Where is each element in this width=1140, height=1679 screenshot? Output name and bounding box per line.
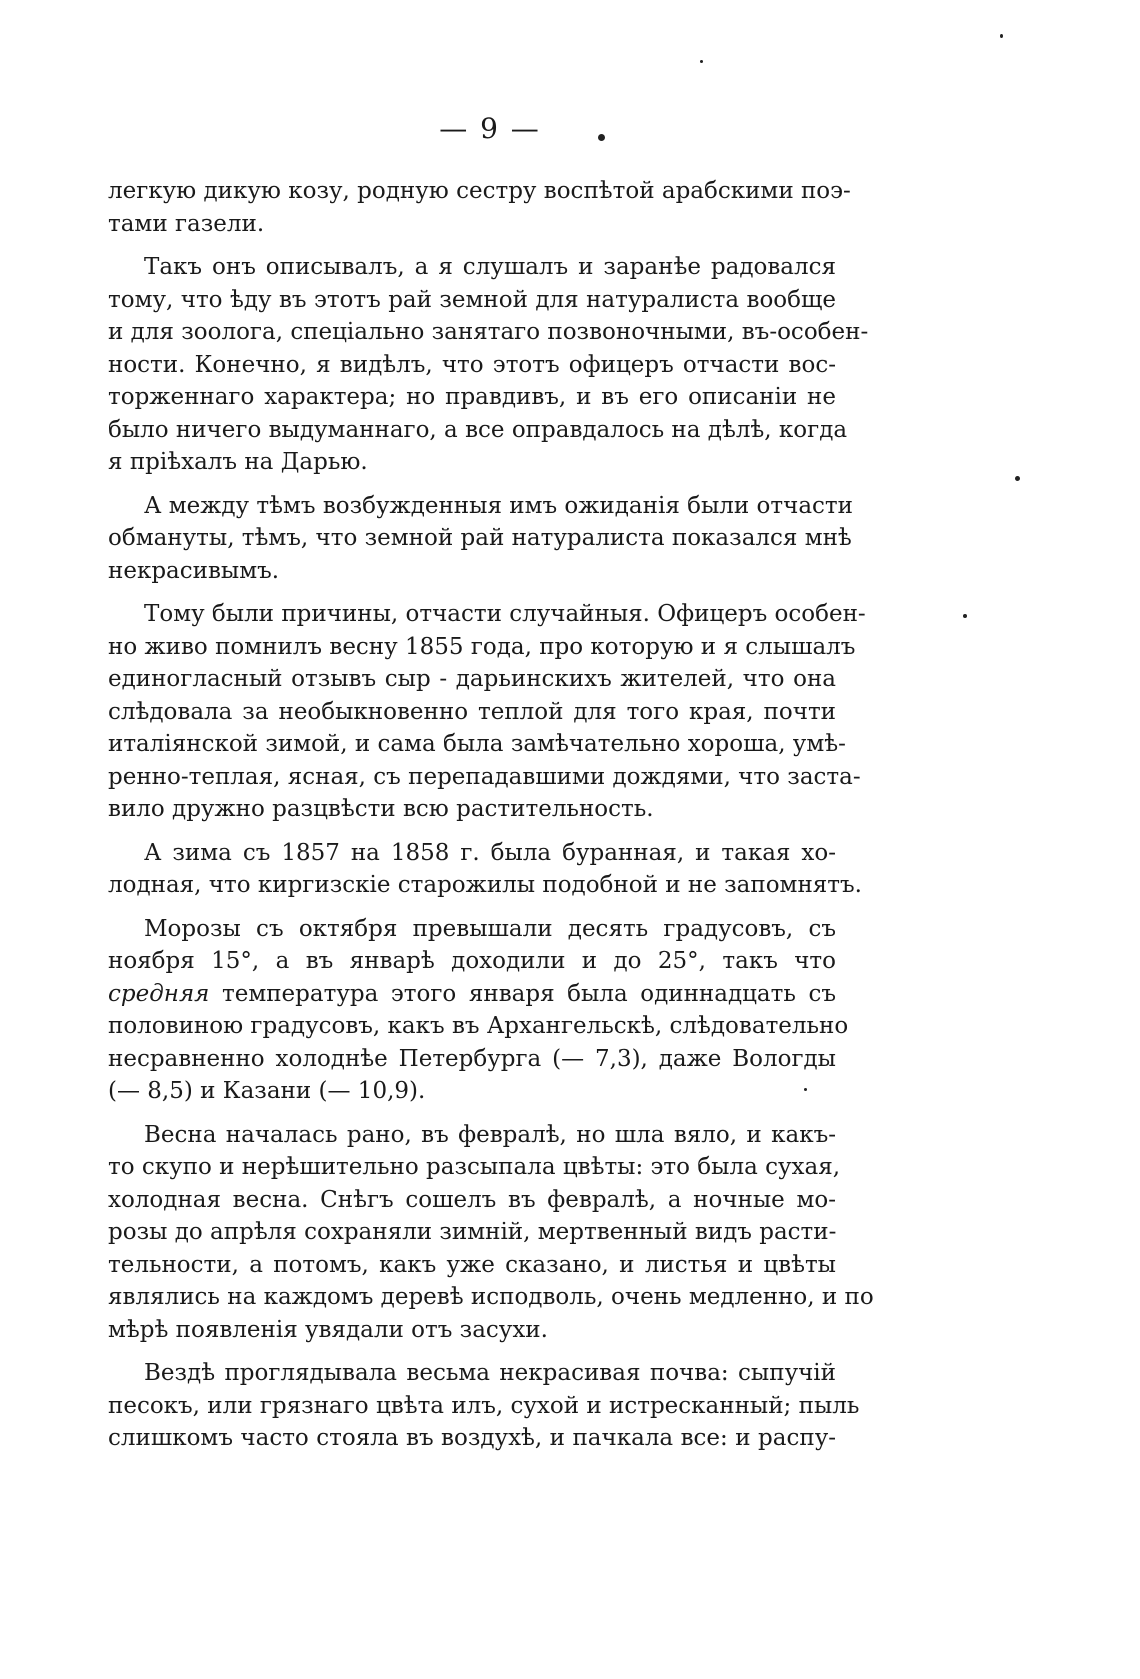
paragraph xyxy=(108,837,862,902)
paragraph xyxy=(108,490,853,588)
text-line: тому, что ѣду въ этотъ рай земной для натуралиста вообще xyxy=(108,286,836,313)
text-line: единогласный отзывъ сыр - дарьинскихъ жителей, что она xyxy=(108,666,836,692)
text-line: розы до апрѣля сохраняли зимній, мертвенный видъ расти- xyxy=(108,1219,837,1245)
scan-speck xyxy=(1000,34,1003,38)
text-line: Вездѣ проглядывала весьма некрасивая почва: сыпучій xyxy=(144,1360,836,1386)
text-line: половиною градусовъ, какъ въ Архангельскѣ, слѣдовательно xyxy=(108,1013,849,1039)
text-line: песокъ, или грязнаго цвѣта илъ, сухой и истресканный; пыль xyxy=(108,1392,860,1419)
scan-speck xyxy=(963,614,967,618)
paragraph xyxy=(108,1357,860,1455)
paragraph xyxy=(108,251,869,479)
text-line: я пріѣхалъ на Дарью. xyxy=(108,449,368,475)
scan-speck xyxy=(700,60,703,63)
text-line: легкую дикую козу, родную сестру воспѣтой арабскими поэ- xyxy=(108,178,851,204)
page-number: — 9 — xyxy=(439,112,541,145)
paragraph xyxy=(108,175,851,240)
text-line: Весна началась рано, въ февралѣ, но шла вяло, и какъ- xyxy=(144,1121,836,1148)
text-line: А между тѣмъ возбужденныя имъ ожиданія были отчасти xyxy=(144,492,853,519)
text-line: некрасивымъ. xyxy=(108,557,280,584)
paragraph xyxy=(108,598,866,826)
body-text xyxy=(108,175,874,1455)
text-line: Тому были причины, отчасти случайныя. Офицеръ особен- xyxy=(144,601,866,627)
emphasized-word: средняя xyxy=(108,980,210,1007)
text-line: слѣдовала за необыкновенно теплой для того края, почти xyxy=(108,698,836,725)
text-line: торженнаго характера; но правдивъ, и въ его описаніи не xyxy=(108,384,836,410)
text-line: (— 8,5) и Казани (— 10,9). xyxy=(108,1078,426,1104)
text-line: являлись на каждомъ деревѣ исподволь, очень медленно, и по xyxy=(108,1284,874,1310)
scan-speck xyxy=(804,1088,807,1091)
paragraph xyxy=(108,1119,874,1347)
text-line: ноября 15°, а въ январѣ доходили и до 25°, такъ что xyxy=(108,948,836,974)
text-line: Морозы съ октября превышали десять градусовъ, съ xyxy=(144,915,836,942)
text-line: но живо помнилъ весну 1855 года, про которую и я слышалъ xyxy=(108,633,856,660)
text-line: А зима съ 1857 на 1858 г. была буранная, и такая хо- xyxy=(144,839,836,866)
text-line: несравненно холоднѣе Петербурга (— 7,3), даже Вологды xyxy=(108,1045,836,1072)
text-line: лодная, что киргизскіе старожилы подобной и не запомнятъ. xyxy=(108,872,862,898)
scan-speck xyxy=(598,134,605,141)
text-line: слишкомъ часто стояла въ воздухѣ, и пачкала все: и распу- xyxy=(108,1425,836,1451)
text-line: вило дружно разцвѣсти всю растительность. xyxy=(108,796,654,822)
text-line: мѣрѣ появленія увядали отъ засухи. xyxy=(108,1316,548,1343)
text-line: то скупо и нерѣшительно разсыпала цвѣты: это была сухая, xyxy=(108,1154,841,1180)
text-line: было ничего выдуманнаго, а все оправдалось на дѣлѣ, когда xyxy=(108,416,848,443)
text-line: ренно-теплая, ясная, съ перепадавшими дождями, что заста- xyxy=(108,763,861,790)
scan-speck xyxy=(1015,476,1020,481)
text-line: Такъ онъ описывалъ, а я слушалъ и заранѣе радовался xyxy=(144,254,836,280)
text-line: тами газели. xyxy=(108,210,265,237)
text-fragment: температура этого января была одиннадцать съ xyxy=(209,980,836,1007)
text-line: холодная весна. Снѣгъ сошелъ въ февралѣ, а ночные мо- xyxy=(108,1186,836,1213)
text-line: италіянской зимой, и сама была замѣчательно хороша, умѣ- xyxy=(108,731,846,757)
text-line: обмануты, тѣмъ, что земной рай натуралиста показался мнѣ xyxy=(108,525,852,551)
text-line: тельности, а потомъ, какъ уже сказано, и листья и цвѣты xyxy=(108,1251,836,1278)
paragraph xyxy=(108,913,849,1108)
text-line: ности. Конечно, я видѣлъ, что этотъ офицеръ отчасти вос- xyxy=(108,351,836,378)
text-line: и для зоолога, спеціально занятаго позвоночными, въ-особен- xyxy=(108,319,869,345)
text-line xyxy=(108,978,836,1011)
